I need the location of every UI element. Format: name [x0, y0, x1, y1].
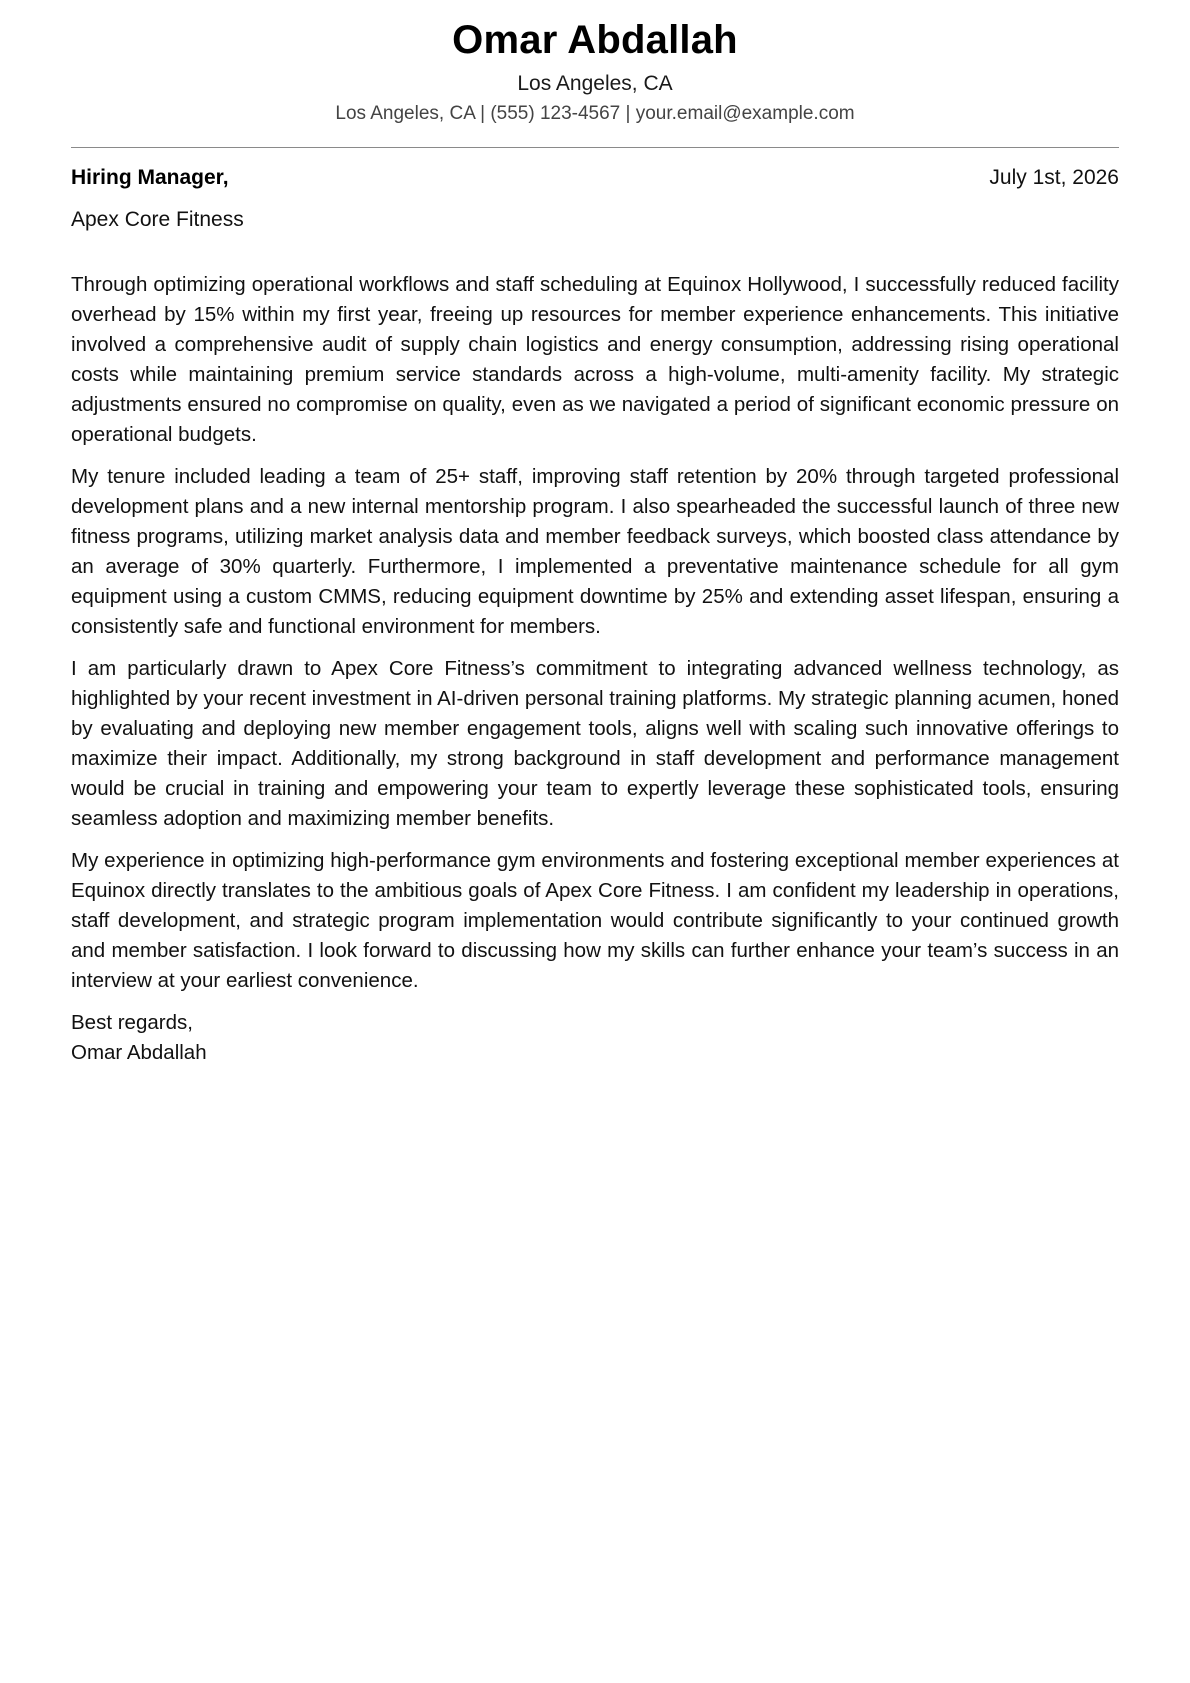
- closing-phrase: Best regards,: [71, 1011, 193, 1034]
- body-paragraph-3: I am particularly drawn to Apex Core Fitness’s commitment to integrating advanced wellness technology, as highlighted by your recent investment in AI-driven personal training platforms. My strategic planning acumen, honed by evaluating and deploying new member engagement tools, aligns well with scaling such innovative offerings to maximize their impact. Additionally, my strong background in staff development and performance management would be crucial in training and empowering your team to expertly leverage these sophisticated tools, ensuring seamless adoption and maximizing member benefits.: [71, 657, 1119, 830]
- signature-name: Omar Abdallah: [71, 1041, 207, 1064]
- body-paragraph-4: My experience in optimizing high-performance gym environments and fostering exceptional member experiences at Equinox directly translates to the ambitious goals of Apex Core Fitness. I am confident my leadership in operations, staff development, and strategic program implementation would contribute significantly to your continued growth and member satisfaction. I look forward to discussing how my skills can further enhance your team’s success in an interview at your earliest convenience.: [71, 849, 1119, 992]
- sender-name: Omar Abdallah: [452, 18, 738, 62]
- letter-date: July 1st, 2026: [989, 166, 1119, 189]
- sender-contact-line: Los Angeles, CA | (555) 123-4567 | your.email@example.com: [335, 103, 855, 124]
- header-divider: [71, 147, 1119, 148]
- sender-location: Los Angeles, CA: [517, 72, 673, 95]
- letter-body: [71, 270, 1119, 1068]
- letter-closing: [71, 1008, 1119, 1068]
- recipient-company: Apex Core Fitness: [71, 208, 244, 231]
- recipient-salutation: Hiring Manager,: [71, 166, 229, 189]
- body-paragraph-1: Through optimizing operational workflows and staff scheduling at Equinox Hollywood, I successfully reduced facility overhead by 15% within my first year, freeing up resources for member experience enhancements. This initiative involved a comprehensive audit of supply chain logistics and energy consumption, addressing rising operational costs while maintaining premium service standards across a high-volume, multi-amenity facility. My strategic adjustments ensured no compromise on quality, even as we navigated a period of significant economic pressure on operational budgets.: [71, 273, 1119, 446]
- body-paragraph-2: My tenure included leading a team of 25+ staff, improving staff retention by 20% through targeted professional development plans and a new internal mentorship program. I also spearheaded the successful launch of three new fitness programs, utilizing market analysis data and member feedback surveys, which boosted class attendance by an average of 30% quarterly. Furthermore, I implemented a preventative maintenance schedule for all gym equipment using a custom CMMS, reducing equipment downtime by 25% and extending asset lifespan, ensuring a consistently safe and functional environment for members.: [71, 465, 1119, 638]
